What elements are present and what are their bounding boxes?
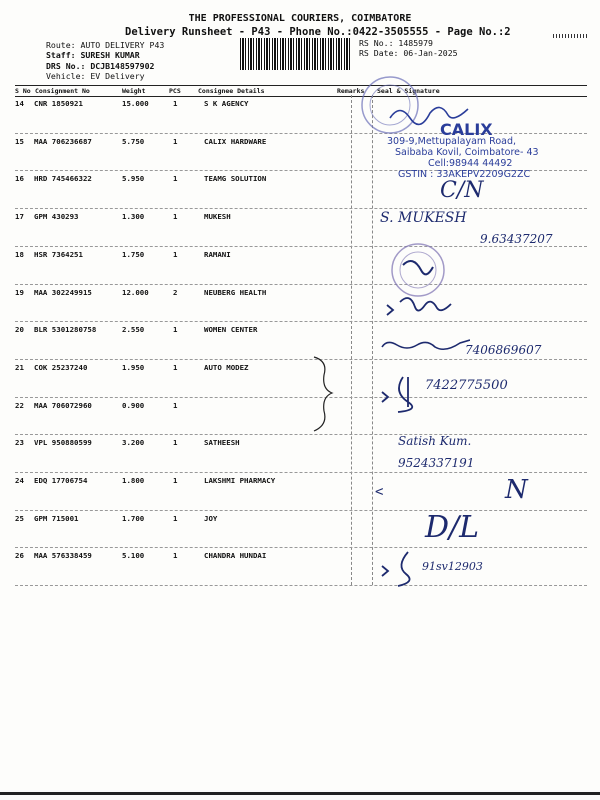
row-consignment: MAA 706072960 (34, 400, 92, 410)
row-consignment: VPL 950880599 (34, 438, 92, 448)
handwriting-row-24: N (505, 475, 528, 505)
row-consignment: GPM 715001 (34, 513, 79, 523)
calix-cell: Cell:98944 44492 (428, 158, 513, 169)
row-pcs: 1 (173, 325, 178, 335)
table-row (15, 397, 587, 434)
handwriting-row-20: 7406869607 (465, 343, 542, 357)
col-remarks: Remarks (337, 87, 365, 95)
table-row (15, 547, 587, 584)
row-weight: 2.550 (122, 325, 145, 335)
row-consignment: GPM 430293 (34, 212, 79, 222)
row-sno: 23 (15, 438, 24, 448)
handwriting-row-23-phone: 9524337191 (398, 456, 475, 470)
row-weight: 5.950 (122, 174, 145, 184)
row-consignee: AUTO MODEZ (204, 362, 249, 372)
row-pcs: 1 (173, 438, 178, 448)
row-pcs: 1 (173, 136, 178, 146)
row-pcs: 1 (173, 476, 178, 485)
row-consignee: CHANDRA HUNDAI (204, 551, 267, 561)
row-sno: 16 (15, 174, 24, 184)
handwriting-row-17-phone: 9.63437207 (480, 232, 553, 246)
row-sno: 14 (15, 99, 24, 108)
company-name: THE PROFESSIONAL COURIERS, COIMBATORE (188, 13, 412, 24)
row-consignment: CNR 1850921 (34, 99, 83, 108)
row-consignment: MAA 706236687 (34, 136, 92, 146)
row-consignee: LAKSHMI PHARMACY (204, 476, 276, 485)
calix-gstin: GSTIN : 33AKEPV2209G2ZC (398, 169, 531, 180)
row-sno: 19 (15, 287, 24, 297)
small-barcode-icon (553, 34, 587, 38)
table-row (15, 472, 587, 509)
handwriting-row-21: 7422775500 (425, 378, 508, 393)
row-weight: 1.300 (122, 212, 145, 222)
row-pcs: 1 (173, 249, 178, 259)
bottom-border (0, 792, 600, 795)
row-weight: 1.950 (122, 362, 145, 372)
row-weight: 1.800 (122, 476, 145, 485)
signature-row-20 (380, 335, 470, 359)
row-divider (15, 585, 587, 586)
row-sno: 21 (15, 362, 24, 372)
signature-row-26 (378, 548, 428, 588)
col-consignee: Consignee Details (198, 87, 265, 95)
drs-label: DRS No.: (46, 61, 91, 71)
row-consignee: TEAMG SOLUTION (204, 174, 267, 184)
row-pcs: 1 (173, 362, 178, 372)
bracket-mark (312, 355, 334, 435)
col-weight: Weight (122, 87, 146, 95)
barcode-icon (240, 38, 350, 70)
row-pcs: 1 (173, 513, 178, 523)
handwriting-row-26: 91sv12903 (422, 560, 483, 573)
handwriting-row-25: D/L (425, 510, 480, 545)
route: Route: AUTO DELIVERY P43 (46, 40, 165, 50)
col-seal: Seal & Signature (377, 87, 440, 95)
table-row (15, 284, 587, 321)
handwriting-row-16: C/N (440, 178, 484, 203)
row-consignment: BLR 5301280758 (34, 325, 97, 335)
row-pcs: 1 (173, 99, 178, 108)
table-row (15, 434, 587, 471)
row-sno: 20 (15, 325, 24, 335)
row-consignment: COK 25237240 (34, 362, 88, 372)
row-consignee: CALIX HARDWARE (204, 136, 267, 146)
row-pcs: 2 (173, 287, 178, 297)
col-consignment: Consignment No (35, 87, 90, 95)
row-weight: 5.750 (122, 136, 145, 146)
col-sno: S No (15, 87, 31, 95)
signature-row-21 (378, 372, 428, 414)
row-weight: 1.700 (122, 513, 145, 523)
row-sno: 15 (15, 136, 24, 146)
tick-row-24: < (375, 484, 384, 500)
row-weight: 1.750 (122, 249, 145, 259)
drs-number (46, 61, 154, 71)
handwriting-row-17-name: S. MUKESH (380, 210, 467, 226)
row-weight: 15.000 (122, 99, 149, 108)
vehicle: Vehicle: EV Delivery (46, 71, 145, 81)
row-pcs: 1 (173, 551, 178, 561)
handwriting-row-23-name: Satish Kum. (398, 434, 472, 448)
row-consignment: HRD 745466322 (34, 174, 92, 184)
row-consignment: EDQ 17706754 (34, 476, 88, 485)
row-sno: 22 (15, 400, 24, 410)
row-sno: 25 (15, 513, 24, 523)
row-weight: 0.900 (122, 400, 145, 410)
row-consignment: MAA 576338459 (34, 551, 92, 561)
table-row (15, 246, 587, 283)
calix-address2: Saibaba Kovil, Coimbatore- 43 (395, 147, 539, 158)
row-sno: 24 (15, 476, 24, 485)
staff: Staff: SURESH KUMAR (46, 50, 140, 60)
col-pcs: PCS (169, 87, 181, 95)
row-pcs: 1 (173, 212, 178, 222)
table-row (15, 510, 587, 547)
row-consignee: JOY (204, 513, 218, 523)
rs-number: RS No.: 1485979 (359, 38, 433, 48)
calix-stamp-name: CALIX (440, 120, 493, 139)
row-consignee: SATHEESH (204, 438, 240, 448)
row-consignment: MAA 302249915 (34, 287, 92, 297)
row-sno: 17 (15, 212, 24, 222)
row-consignment: HSR 7364251 (34, 249, 83, 259)
row-weight: 5.100 (122, 551, 145, 561)
table-row (15, 95, 587, 132)
row-consignee: S K AGENCY (204, 99, 249, 108)
row-sno: 18 (15, 249, 24, 259)
row-consignee: NEUBERG HEALTH (204, 287, 267, 297)
rs-date: RS Date: 06-Jan-2025 (359, 48, 458, 58)
row-pcs: 1 (173, 174, 178, 184)
drs-value: DCJB148597902 (90, 61, 155, 71)
calix-address1: 309-9,Mettupalayam Road, (387, 136, 517, 147)
row-consignee: WOMEN CENTER (204, 325, 258, 335)
runsheet-title: Delivery Runsheet - P43 - Phone No.:0422-3505555 - Page No.:2 (125, 26, 511, 38)
row-weight: 12.000 (122, 287, 149, 297)
row-weight: 3.200 (122, 438, 145, 448)
row-sno: 26 (15, 551, 24, 561)
row-consignee: MUKESH (204, 212, 231, 222)
signature-row-19 (385, 290, 455, 320)
row-consignee: RAMANI (204, 249, 231, 259)
row-pcs: 1 (173, 400, 178, 410)
